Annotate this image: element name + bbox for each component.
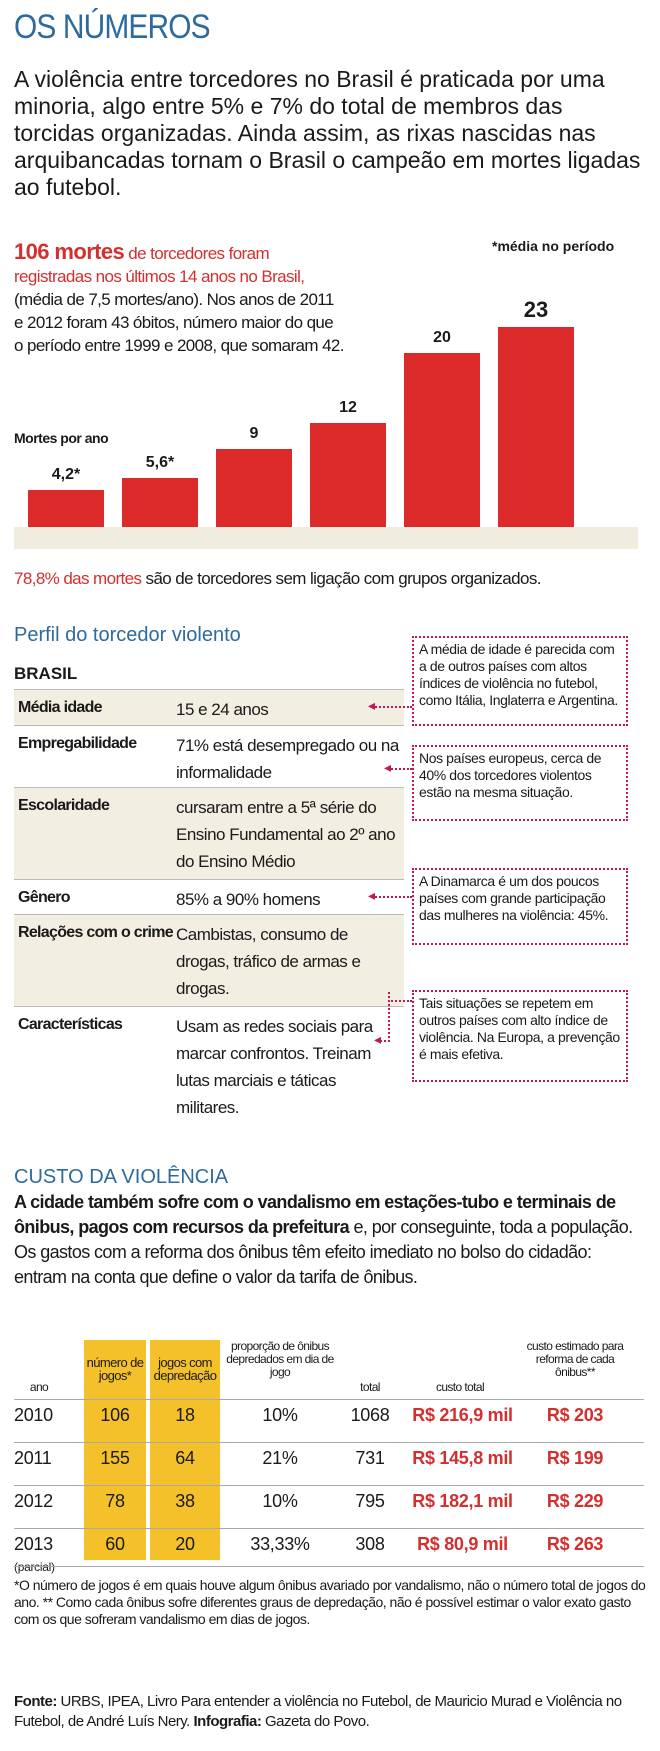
perfil-note: Tais situações se repetem em outros países com alto índice de violência. Na Europa, a prevenção é mais efetiva. <box>412 990 628 1082</box>
lead-paragraph: A violência entre torcedores no Brasil é praticada por uma minoria, algo entre 5% e 7% do total de membros das torcidas organizadas. Ainda assim, as rixas nascidas nas arquibancadas tornam o Brasil o campeão em mortes ligadas ao futebol. <box>14 66 641 200</box>
table-cell-custo-estimado: R$ 199 <box>546 1448 604 1468</box>
connector-arrow <box>388 1000 412 1002</box>
intro-highlight: 106 mortes <box>14 239 125 264</box>
stat-line <box>14 569 541 589</box>
connector-arrow <box>372 896 412 898</box>
perfil-row-label: Relações com o crime <box>18 924 173 941</box>
perfil-row <box>14 689 404 725</box>
region-label: BRASIL <box>14 664 78 683</box>
perfil-row <box>14 1006 404 1128</box>
perfil-row-label: Média idade <box>18 699 102 716</box>
average-note: *média no período <box>492 238 615 254</box>
table-cell-jogos: 60 <box>105 1534 125 1554</box>
perfil-row <box>14 787 404 879</box>
footnote: *O número de jogos é em quais houve algum ônibus avariado por vandalismo, não o número total de jogos do ano. ** Como cada ônibus sofre diferentes graus de depredação, não é possível estimar o valor exato gasto com os que sofreram vandalismo em dias de jogos. <box>14 1577 646 1627</box>
table-cell-depredacao: 38 <box>175 1491 195 1511</box>
perfil-row-label: Empregabilidade <box>18 735 137 752</box>
table-cell-proporcao: 10% <box>262 1405 298 1425</box>
arrow-head-icon: ◂ <box>374 1031 382 1047</box>
source-credits <box>14 1692 646 1732</box>
bar <box>310 423 386 527</box>
bar <box>216 449 292 527</box>
table-cell-custo-total: R$ 216,9 mil <box>412 1405 513 1425</box>
connector-arrow <box>372 706 412 708</box>
table-cell-custo-total: R$ 145,8 mil <box>412 1448 513 1468</box>
table-cell-depredacao: 20 <box>175 1534 195 1554</box>
table-row-divider <box>14 1399 644 1400</box>
table-header-total: total <box>360 1380 380 1394</box>
table-row-divider <box>14 1485 644 1486</box>
perfil-row <box>14 725 404 787</box>
bar <box>498 327 574 527</box>
table-cell-ano: 2012 <box>14 1491 53 1511</box>
table-cell-custo-estimado: R$ 203 <box>546 1405 604 1425</box>
table-header-proporcao: proporção de ônibus depredados em dia de jogo <box>226 1339 334 1379</box>
perfil-row-label: Gênero <box>18 889 70 906</box>
chart-label: Mortes por ano <box>14 430 109 446</box>
custo-title: CUSTO DA VIOLÊNCIA <box>14 1166 229 1188</box>
perfil-row-value: 15 e 24 anos <box>176 700 269 719</box>
table-cell-ano-note: (parcial) <box>14 1560 55 1574</box>
table-cell-custo-estimado: R$ 263 <box>546 1534 604 1554</box>
connector-arrow <box>380 1040 390 1042</box>
perfil-row-label: Características <box>18 1016 123 1033</box>
perfil-row-value: 85% a 90% homens <box>176 890 321 909</box>
custo-paragraph <box>14 1190 644 1290</box>
bar <box>122 478 198 527</box>
table-header-ano: ano <box>29 1380 49 1394</box>
table-cell-ano: 2010 <box>14 1405 53 1425</box>
table-cell-total: 731 <box>355 1448 385 1468</box>
bar-value-label: 5,6* <box>145 454 175 471</box>
arrow-head-icon: ◂ <box>368 697 376 713</box>
source-text: URBS, IPEA, Livro Para entender a violência no Futebol, de Mauricio Murad e Violência no Futebol, de André Luís Nery. <box>14 1693 622 1730</box>
bar-value-label: 4,2* <box>51 466 81 483</box>
arrow-head-icon: ◂ <box>368 887 376 903</box>
connector-arrow <box>388 768 412 770</box>
table-cell-proporcao: 21% <box>262 1448 298 1468</box>
perfil-row-value: Usam as redes sociais para marcar confrontos. Treinam lutas marciais e táticas militares. <box>176 1017 373 1117</box>
table-cell-jogos: 155 <box>100 1448 130 1468</box>
table-cell-proporcao: 33,33% <box>250 1534 310 1554</box>
table-cell-ano-year: 2013 <box>14 1534 53 1554</box>
perfil-row-value: Cambistas, consumo de drogas, tráfico de armas e drogas. <box>176 925 361 998</box>
table-cell-depredacao: 18 <box>175 1405 195 1425</box>
table-header-jogos: número de jogos* <box>86 1355 144 1383</box>
infografia-label: Infografia: <box>189 1713 262 1730</box>
perfil-row <box>14 879 404 914</box>
table-cell-custo-estimado: R$ 229 <box>546 1491 604 1511</box>
bar-value-label: 9 <box>249 425 259 442</box>
table-cell-ano: 2011 <box>14 1448 52 1468</box>
page-title: OS NÚMEROS <box>14 8 210 46</box>
table-header-custo-total: custo total <box>435 1380 485 1394</box>
table-cell-custo-total: R$ 80,9 mil <box>417 1534 508 1554</box>
perfil-note: Nos países europeus, cerca de 40% dos torcedores violentos estão na mesma situação. <box>412 745 628 821</box>
table-row-divider <box>14 1528 644 1529</box>
intro-red-text: de torcedores foram registradas nos últimos 14 anos no Brasil, <box>14 244 305 286</box>
intro-paragraph <box>14 240 344 357</box>
table-cell-total: 795 <box>355 1491 385 1511</box>
bar <box>404 353 480 527</box>
connector-arrow-vertical <box>388 992 390 1042</box>
table-header-depredacao: jogos com depredação <box>153 1355 217 1383</box>
intro-text: (média de 7,5 mortes/ano). Nos anos de 2011 e 2012 foram 43 óbitos, número maior do que o período entre 1999 e 2008, que somaram 42. <box>14 290 344 355</box>
table-cell-total: 1068 <box>350 1405 390 1425</box>
custo-text: e, por conseguinte, toda a população. Os gastos com a reforma dos ônibus têm efeito imediato no bolso do cidadão: entram na conta que define o valor da tarifa de ônibus. <box>14 1217 633 1287</box>
perfil-row <box>14 914 404 1006</box>
bar-value-label: 23 <box>523 297 549 322</box>
table-cell-depredacao: 64 <box>175 1448 195 1468</box>
table-cell-custo-total: R$ 182,1 mil <box>412 1491 513 1511</box>
perfil-note: A Dinamarca é um dos poucos países com grande participação das mulheres na violência: 45%. <box>412 868 628 945</box>
arrow-head-icon: ◂ <box>384 759 392 775</box>
chart-x-axis <box>14 527 638 549</box>
perfil-row-value: 71% está desempregado ou na informalidade <box>176 736 399 782</box>
perfil-title: Perfil do torcedor violento <box>14 624 241 646</box>
table-cell-proporcao: 10% <box>262 1491 298 1511</box>
perfil-row-value: cursaram entre a 5ª série do Ensino Fundamental ao 2º ano do Ensino Médio <box>176 798 396 871</box>
table-cell-jogos: 78 <box>105 1491 125 1511</box>
perfil-row-label: Escolaridade <box>18 797 110 814</box>
source-label: Fonte: <box>14 1693 57 1710</box>
table-header-custo-estimado: custo estimado para reforma de cada ônibus** <box>526 1339 624 1379</box>
table-row-divider <box>14 1566 644 1567</box>
bar-value-label: 12 <box>339 399 357 416</box>
stat-text: são de torcedores sem ligação com grupos organizados. <box>141 569 541 588</box>
table-cell-ano <box>14 1534 94 1576</box>
table-row-divider <box>14 1442 644 1443</box>
table-cell-total: 308 <box>355 1534 385 1554</box>
perfil-note: A média de idade é parecida com a de outros países com altos índices de violência no futebol, como Itália, Inglaterra e Argentina. <box>412 636 628 726</box>
stat-highlight: 78,8% das mortes <box>14 569 142 588</box>
bar <box>28 490 104 527</box>
table-cell-jogos: 106 <box>100 1405 130 1425</box>
bar-value-label: 20 <box>433 329 451 346</box>
infografia-text: Gazeta do Povo. <box>261 1713 370 1730</box>
custo-bold-text: A cidade também sofre com o vandalismo em estações-tubo e terminais de ônibus, pagos com recursos da prefeitura <box>14 1192 616 1237</box>
